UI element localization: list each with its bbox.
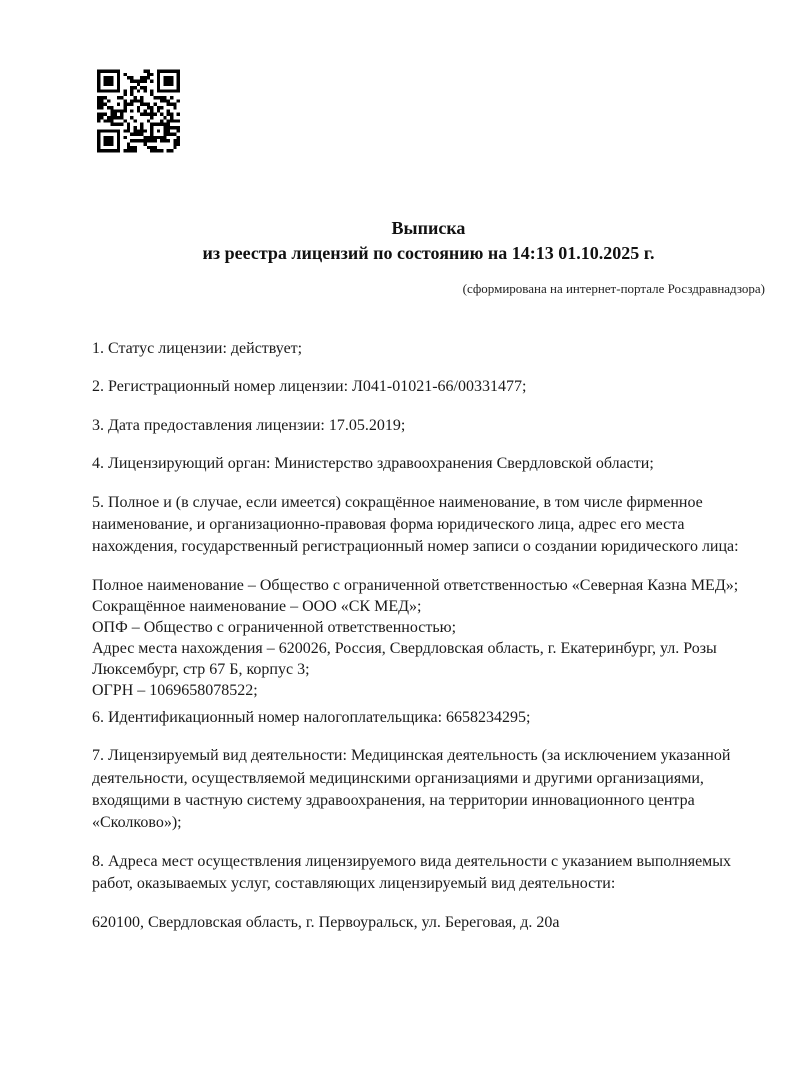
title-line-2: из реестра лицензий по состоянию на 14:13 01.10.2025 г. — [202, 243, 655, 263]
org-address: Адрес места нахождения – 620026, Россия, Свердловская область, г. Екатеринбург, ул. Розы Люксембург, стр 67 Б, корпус 3; — [92, 639, 717, 678]
paragraph-registration-number: 2. Регистрационный номер лицензии: Л041-01021-66/00331477; — [92, 378, 527, 396]
organization-details — [92, 575, 765, 701]
document-content — [92, 0, 765, 934]
document-subtitle: (сформирована на интернет-портале Росздравнадзора) — [462, 281, 765, 296]
org-short-name: Сокращённое наименование – ООО «СК МЕД»; — [92, 597, 422, 615]
paragraph-entity-heading: 5. Полное и (в случае, если имеется) сокращённое наименование, в том числе фирменное наименование, и организационно-правовая форма юридического лица, адрес его места нахождения, государственный регистрационный номер записи о создании юридического лица: — [92, 493, 739, 556]
org-full-name: Полное наименование – Общество с ограниченной ответственностью «Северная Казна МЕД»; — [92, 576, 739, 594]
document-title — [92, 216, 765, 266]
paragraph-grant-date: 3. Дата предоставления лицензии: 17.05.2019; — [92, 416, 406, 434]
org-ogrn: ОГРН – 1069658078522; — [92, 681, 258, 699]
paragraph-licensing-authority: 4. Лицензирующий орган: Министерство здравоохранения Свердловской области; — [92, 455, 654, 473]
document-body — [92, 338, 765, 934]
org-legal-form: ОПФ – Общество с ограниченной ответственностью; — [92, 618, 457, 636]
activity-address: 620100, Свердловская область, г. Первоуральск, ул. Береговая, д. 20а — [92, 913, 560, 931]
paragraph-license-status: 1. Статус лицензии: действует; — [92, 340, 303, 357]
paragraph-activity-type: 7. Лицензируемый вид деятельности: Медицинская деятельность (за исключением указанной деятельности, осуществляемой медицинскими организациями и другими организациями, входящими в частную систему здравоохранения, на территории инновационного центра «Сколково»); — [92, 747, 731, 832]
paragraph-inn: 6. Идентификационный номер налогоплательщика: 6658234295; — [92, 708, 531, 726]
paragraph-activity-addresses-heading: 8. Адреса мест осуществления лицензируемого вида деятельности с указанием выполняемых работ, оказываемых услуг, составляющих лицензируемый вид деятельности: — [92, 852, 732, 893]
title-line-1: Выписка — [391, 218, 466, 238]
